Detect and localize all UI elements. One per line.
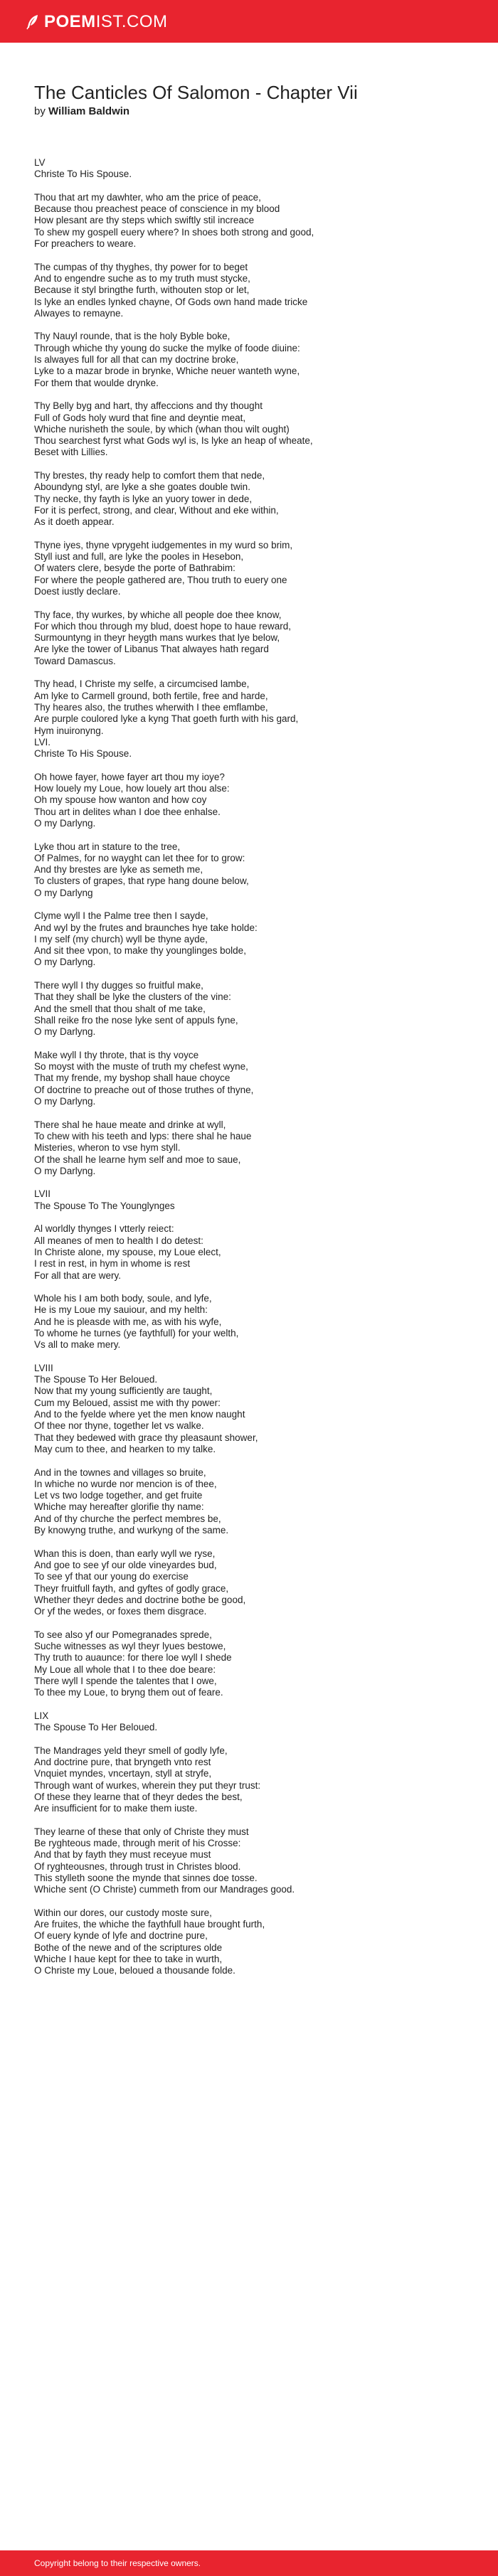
poem-line: This stylleth soone the mynde that sinnes doe tosse. [34,1872,258,1883]
poem-stanza [34,1223,475,1281]
poem-stanza [34,841,475,899]
poem-line: The Spouse To Her Beloued. [34,1374,158,1385]
poem-line: That my frende, my byshop shall haue choyce [34,1073,231,1084]
poem-line: Cum my Beloued, assist me with thy power: [34,1397,221,1408]
poem-stanza [34,400,475,458]
poem-line: Are fruites, the whiche the faythfull haue brought furth, [34,1919,265,1930]
poem-line: LVII [34,1188,51,1200]
poem-stanza [34,540,475,597]
site-logo[interactable] [26,13,168,31]
poem-line: For which thou through my blud, doest hope to haue reward, [34,620,291,632]
poem-stanza [34,1119,475,1177]
poem-line: And in the townes and villages so bruite, [34,1467,206,1478]
poem-line: Through want of wurkes, wherein they put theyr trust: [34,1779,261,1791]
poem-line: O my Darlyng. [34,1026,96,1038]
poem-line: There wyll I thy dugges so fruitful make, [34,980,203,991]
poem-line: Suche witnesses as wyl theyr lyues bestowe, [34,1641,226,1651]
poem-line: Shall reike fro the nose lyke sent of appuls fyne, [34,1014,238,1026]
poem-line: And doctrine pure, that bryngeth vnto rest [34,1756,211,1767]
poem-line: Whiche sent (O Christe) cummeth from our Mandrages good. [34,1884,295,1895]
poem-line: Of euery kynde of lyfe and doctrine pure, [34,1930,208,1942]
poem-line: Christe To His Spouse. [34,748,132,760]
poem-line: Of the shall he learne hym self and moe to saue, [34,1154,241,1165]
poem-line: Thy head, I Christe my selfe, a circumcised lambe, [34,678,250,690]
poem-line: Of waters clere, besyde the porte of Bathrabim: [34,563,235,574]
poem-line: Thy truth to auaunce: for there loe wyll I shede [34,1652,232,1664]
poem-line: Or yf the wedes, or foxes them disgrace. [34,1606,207,1617]
poem-line: Make wyll I thy throte, that is thy voyce [34,1049,199,1060]
poem-title: The Canticles Of Salomon - Chapter Vii [34,82,358,103]
poem-line: Clyme wyll I the Palme tree then I sayde, [34,910,208,922]
poem-line: Toward Damascus. [34,655,116,666]
poem-line: Vs all to make mery. [34,1339,121,1351]
poem-line: LV [34,157,46,168]
poem-line: How plesant are thy steps which swiftly stil increace [34,215,255,226]
poem-line: Of Palmes, for no wayght can let thee for to grow: [34,852,245,863]
poem-line: Whether theyr dedes and doctrine bothe be good, [34,1594,246,1605]
feather-icon [26,14,40,30]
poem-line: So moyst with the muste of truth my chefest wyne, [34,1061,248,1073]
poem-line: All meanes of men to health I do detest: [34,1235,203,1246]
site-header [0,0,498,43]
poem-line: O Christe my Loue, beloued a thousande folde. [34,1965,235,1976]
poem-line: And wyl by the frutes and braunches hye take holde: [34,922,258,933]
poem-line: Hym inuironyng. [34,725,104,736]
poem-stanza [34,1710,475,1734]
poem-line: Are lyke the tower of Libanus That alwayes hath regard [34,644,269,655]
poem-line: Are purple coulored lyke a kyng That goeth furth with his gard, [34,713,299,725]
poem-line: Be ryghteous made, through merit of his Crosse: [34,1838,241,1849]
poem-line: To chew with his teeth and lyps: there shal he haue [34,1130,252,1141]
poem-line: Thou searchest fyrst what Gods wyl is, Is lyke an heap of wheate, [34,435,313,447]
poem-line: I rest in rest, in hym in whome is rest [34,1258,191,1270]
poem-line: By knowyng truthe, and wurkyng of the same. [34,1525,229,1536]
poem-line: Thou that art my dawhter, who am the price of peace, [34,191,261,203]
poem-line: Because it styl bringthe furth, withouten stop or let, [34,284,250,296]
poem-stanza [34,1293,475,1351]
poem-stanza [34,331,475,388]
poem-line: Lyke thou art in stature to the tree, [34,841,181,852]
poem-line: Thy necke, thy fayth is lyke an yuory tower in dede, [34,493,253,504]
poem-line: And to engendre suche as to my truth must stycke, [34,272,250,284]
poem-line: Thy Nauyl rounde, that is the holy Byble boke, [34,331,231,342]
poem-line: Whiche nurisheth the soule, by which (whan thou wilt ought) [34,423,290,435]
poem-line: The Spouse To The Younglynges [34,1200,175,1211]
poem-stanza [34,1907,475,1977]
poem-line: O my Darlyng [34,887,93,898]
poem-line: For all that are wery. [34,1270,122,1281]
poem-line: Whiche I haue kept for thee to take in wurth, [34,1954,223,1965]
poem-line: Through whiche thy young do sucke the mylke of foode diuine: [34,342,300,353]
poem-line: The Mandrages yeld theyr smell of godly lyfe, [34,1745,228,1756]
site-footer [0,2550,498,2576]
poem-line: For preachers to weare. [34,238,137,250]
poem-line: Is alwayes full for all that can my doctrine broke, [34,354,239,366]
poem-stanza [34,1188,475,1212]
poem-line: They learne of these that only of Christe they must [34,1826,249,1837]
poem-stanza [34,262,475,319]
poem-line: LIX [34,1710,49,1721]
poem-byline [34,105,129,117]
site-brand: POEMIST.COM [44,12,168,31]
poem-line: There shal he haue meate and drinke at wyll, [34,1119,226,1130]
poem-line: Vnquiet myndes, vncertayn, styll at stryfe, [34,1768,212,1779]
poem-stanza [34,610,475,667]
poem-stanza [34,470,475,528]
poem-line: And to the fyelde where yet the men know naught [34,1409,245,1420]
poem-line: And the smell that thou shalt of me take, [34,1003,206,1014]
poem-line: And that by fayth they must receyue must [34,1849,211,1861]
poem-line: Beset with Lillies. [34,447,108,458]
poem-line: In Christe alone, my spouse, my Loue elect, [34,1246,221,1257]
poem-line: Styll iust and full, are lyke the pooles in Hesebon, [34,551,244,563]
poem-line: Full of Gods holy wurd that fine and deyntie meat, [34,412,246,423]
poem-line: The cumpas of thy thyghes, thy power for to beget [34,261,248,272]
poem-line: He is my Loue my sauiour, and my helth: [34,1304,208,1316]
poem-line: Surmountyng in theyr heygth mans wurkes that lye below, [34,632,280,644]
poem-line: LVIII [34,1362,53,1373]
poem-line: Of these they learne that of theyr dedes the best, [34,1791,243,1802]
poem-body [34,157,475,1989]
poem-line: And thy brestes are lyke as semeth me, [34,864,203,875]
poem-line: Now that my young sufficiently are taught, [34,1385,213,1397]
poem-line: Bothe of the newe and of the scriptures olde [34,1942,223,1953]
poem-line: Thyne iyes, thyne vprygeht iudgementes in my wurd so brim, [34,539,293,550]
poem-line: To thee my Loue, to bryng them out of feare. [34,1687,223,1698]
poem-line: For them that woulde drynke. [34,377,159,388]
poem-stanza [34,1745,475,1815]
poem-line: I my self (my church) wyll be thyne ayde, [34,933,208,944]
poem-line: Whiche may hereafter glorifie thy name: [34,1501,204,1513]
poem-line: Are insufficient for to make them iuste. [34,1803,198,1814]
poem-line: For where the people gathered are, Thou truth to euery one [34,574,287,585]
poem-line: And he is pleasde with me, as with his wyfe, [34,1316,222,1327]
poem-line: To see yf that our young do exercise [34,1571,189,1582]
poem-line: To shew my gospell euery where? In shoes both strong and good, [34,226,314,238]
poem-line: And sit thee vpon, to make thy younglinges bolde, [34,945,246,957]
poem-stanza [34,1363,475,1455]
poem-line: There wyll I spende the talentes that I owe, [34,1675,217,1686]
poem-line: Thy face, thy wurkes, by whiche all people doe thee know, [34,609,282,620]
poem-stanza [34,980,475,1038]
poem-line: And of thy churche the perfect membres be, [34,1513,221,1524]
byline-prefix: by [34,105,46,117]
poem-line: Thy brestes, thy ready help to comfort them that nede, [34,470,265,481]
poem-stanza [34,910,475,968]
poem-line: LVI. [34,736,51,747]
poem-line: Of doctrine to preache out of those truthes of thyne, [34,1084,254,1095]
poem-line: Whole his I am both body, soule, and lyfe, [34,1293,212,1304]
poem-line: Thy heares also, the truthes wherwith I thee emflambe, [34,701,268,713]
copyright-text: Copyright belong to their respective owners. [34,2558,201,2568]
poem-stanza [34,772,475,829]
poem-stanza [34,157,475,181]
poem-line: My Loue all whole that I to thee doe beare: [34,1664,216,1675]
poem-line: O my Darlyng. [34,1096,96,1107]
poem-line: May cum to thee, and hearken to my talke. [34,1443,216,1454]
poem-stanza [34,678,475,760]
author-link[interactable]: William Baldwin [48,105,130,117]
poem-stanza [34,1050,475,1107]
poem-line: Oh howe fayer, howe fayer art thou my ioye? [34,771,225,782]
poem-line: That they shall be lyke the clusters of the vine: [34,991,231,1003]
poem-line: To see also yf our Pomegranades sprede, [34,1629,212,1640]
poem-line: Of thee nor thyne, together let vs walke. [34,1420,204,1432]
poem-line: Theyr fruitfull fayth, and gyftes of godly grace, [34,1582,229,1594]
poem-stanza [34,1467,475,1537]
poem-line: Oh my spouse how wanton and how coy [34,794,207,806]
poem-line: Am lyke to Carmell ground, both fertile, free and harde, [34,690,268,701]
poem-line: Doest iustly declare. [34,585,121,597]
poem-line: As it doeth appear. [34,516,115,528]
poem-stanza [34,1826,475,1896]
poem-line: To clusters of grapes, that rype hang doune below, [34,875,249,887]
poem-line: To whome he turnes (ye faythfull) for your welth, [34,1327,239,1338]
poem-line: Misteries, wheron to vse hym styll. [34,1142,181,1154]
poem-line: O my Darlyng. [34,1165,96,1176]
poem-line: Aboundyng styl, are lyke a she goates double twin. [34,481,250,493]
poem-line: The Spouse To Her Beloued. [34,1722,158,1733]
poem-line: Let vs two lodge together, and get fruite [34,1490,203,1501]
poem-line: Because thou preachest peace of conscience in my blood [34,203,280,215]
poem-line: Thou art in delites whan I doe thee enhalse. [34,806,221,817]
poem-line: In whiche no wurde nor mencion is of thee, [34,1478,217,1489]
poem-line: O my Darlyng. [34,817,96,829]
poem-line: Christe To His Spouse. [34,169,132,180]
poem-line: O my Darlyng. [34,957,96,968]
poem-line: Of ryghteousnes, through trust in Christes blood. [34,1861,241,1872]
poem-line: Whan this is doen, than early wyll we ryse, [34,1548,216,1559]
poem-line: And goe to see yf our olde vineyardes bud, [34,1559,217,1570]
poem-line: Within our dores, our custody moste sure, [34,1907,212,1918]
poem-line: Thy Belly byg and hart, thy affeccions and thy thought [34,400,263,412]
poem-line: Lyke to a mazar brode in brynke, Whiche neuer wanteth wyne, [34,366,300,377]
poem-line: Is lyke an endles lynked chayne, Of Gods own hand made tricke [34,296,308,307]
poem-stanza [34,1548,475,1618]
poem-line: Al worldly thynges I vtterly reiect: [34,1223,174,1235]
poem-line: That they bedewed with grace thy pleasaunt shower, [34,1432,258,1443]
poem-line: For it is perfect, strong, and clear, Without and eke within, [34,504,279,516]
poem-stanza [34,192,475,250]
poem-line: Alwayes to remayne. [34,307,124,319]
poem-stanza [34,1629,475,1699]
poem-line: How louely my Loue, how louely art thou alse: [34,783,230,794]
